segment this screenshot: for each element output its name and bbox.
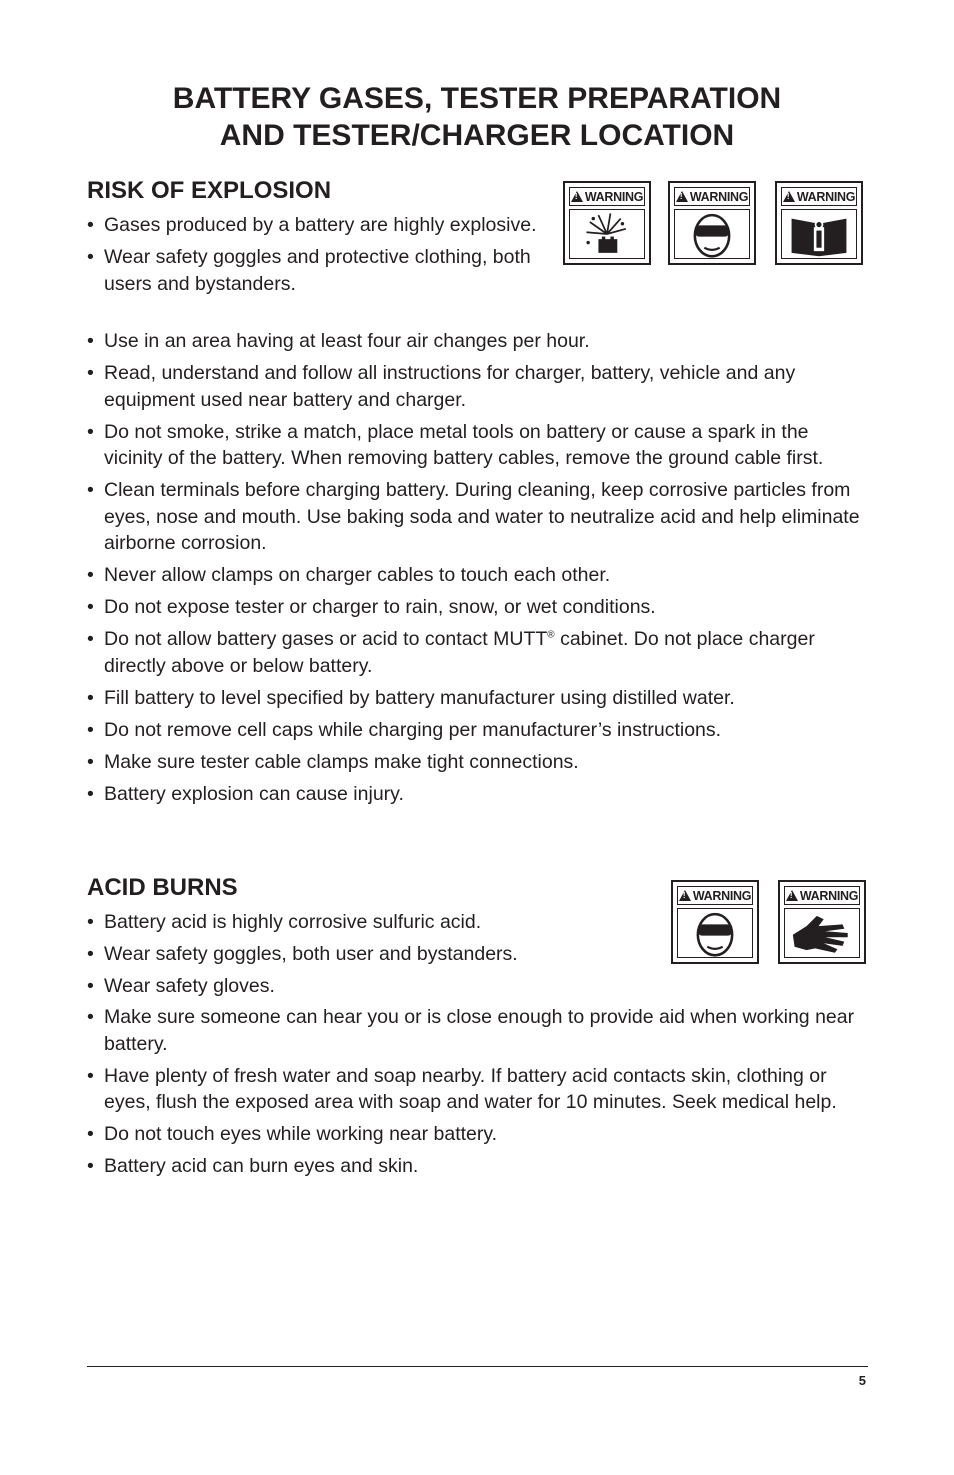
safety-goggles-icon [675, 210, 749, 258]
list-item: • Never allow clamps on charger cables to touch each other. [87, 562, 867, 589]
list-item: • Make sure someone can hear you or is close enough to provide aid when working near battery. [87, 1004, 867, 1057]
list-item: • Battery acid can burn eyes and skin. [87, 1153, 867, 1180]
list-item: • Have plenty of fresh water and soap nearby. If battery acid contacts skin, clothing or eyes, flush the exposed area with soap and water for 10 minutes. Seek medical help. [87, 1063, 867, 1116]
acid-list-short [87, 909, 647, 1005]
list-item: • Make sure tester cable clamps make tight connections. [87, 749, 867, 776]
warning-triangle-icon [679, 890, 691, 901]
list-item: • Read, understand and follow all instructions for charger, battery, vehicle and any equipment used near battery and charger. [87, 360, 867, 413]
warning-label: WARNING [799, 888, 859, 903]
safety-goggles-icon [678, 909, 752, 957]
warning-sign-manual [775, 181, 863, 265]
list-item: • Battery explosion can cause injury. [87, 781, 867, 808]
page-number: 5 [858, 1373, 866, 1388]
warning-sign-explosion [563, 181, 651, 265]
acid-list [87, 1004, 867, 1185]
list-item: • Gases produced by a battery are highly explosive. [87, 212, 547, 239]
acid-heading: ACID BURNS [87, 874, 238, 901]
warning-label: WARNING [584, 189, 644, 204]
explosion-heading: RISK OF EXPLOSION [87, 177, 332, 204]
warning-triangle-icon [786, 890, 798, 901]
warning-label: WARNING [692, 888, 752, 903]
warning-sign-goggles [668, 181, 756, 265]
explosion-icon [570, 210, 644, 258]
list-item: • Wear safety gloves. [87, 973, 647, 1000]
explosion-list-short [87, 212, 547, 303]
list-item: • Fill battery to level specified by battery manufacturer using distilled water. [87, 685, 867, 712]
warning-label: WARNING [689, 189, 749, 204]
footer-divider [87, 1366, 868, 1367]
warning-triangle-icon [571, 191, 583, 202]
page-title-line-1: BATTERY GASES, TESTER PREPARATION [172, 82, 782, 115]
list-item: • Do not remove cell caps while charging per manufacturer’s instructions. [87, 717, 867, 744]
warning-label: WARNING [796, 189, 856, 204]
explosion-list [87, 328, 867, 813]
list-item: • Do not touch eyes while working near battery. [87, 1121, 867, 1148]
warning-sign-goggles-acid [671, 880, 759, 964]
list-item: • Use in an area having at least four air changes per hour. [87, 328, 867, 355]
registered-mark: ® [547, 629, 555, 641]
read-manual-icon [782, 210, 856, 258]
list-item: • Wear safety goggles and protective clothing, both users and bystanders. [87, 244, 547, 297]
warning-triangle-icon [676, 191, 688, 202]
list-item: • Battery acid is highly corrosive sulfuric acid. [87, 909, 647, 936]
safety-glove-icon [785, 909, 859, 957]
page-title [0, 80, 954, 154]
list-item: • Clean terminals before charging battery. During cleaning, keep corrosive particles from eyes, nose and mouth. Use baking soda and water to neutralize acid and help eliminate airborne corrosion. [87, 477, 867, 557]
list-item: • Do not expose tester or charger to rain, snow, or wet conditions. [87, 594, 867, 621]
page-title-line-2: AND TESTER/CHARGER LOCATION [219, 119, 735, 152]
list-item: • Wear safety goggles, both user and bystanders. [87, 941, 647, 968]
warning-sign-gloves [778, 880, 866, 964]
list-item: • Do not smoke, strike a match, place metal tools on battery or cause a spark in the vicinity of the battery. When removing battery cables, remove the ground cable first. [87, 419, 867, 472]
list-item-mutt: • Do not allow battery gases or acid to contact MUTT® cabinet. Do not place charger directly above or below battery. [87, 626, 867, 679]
warning-triangle-icon [783, 191, 795, 202]
